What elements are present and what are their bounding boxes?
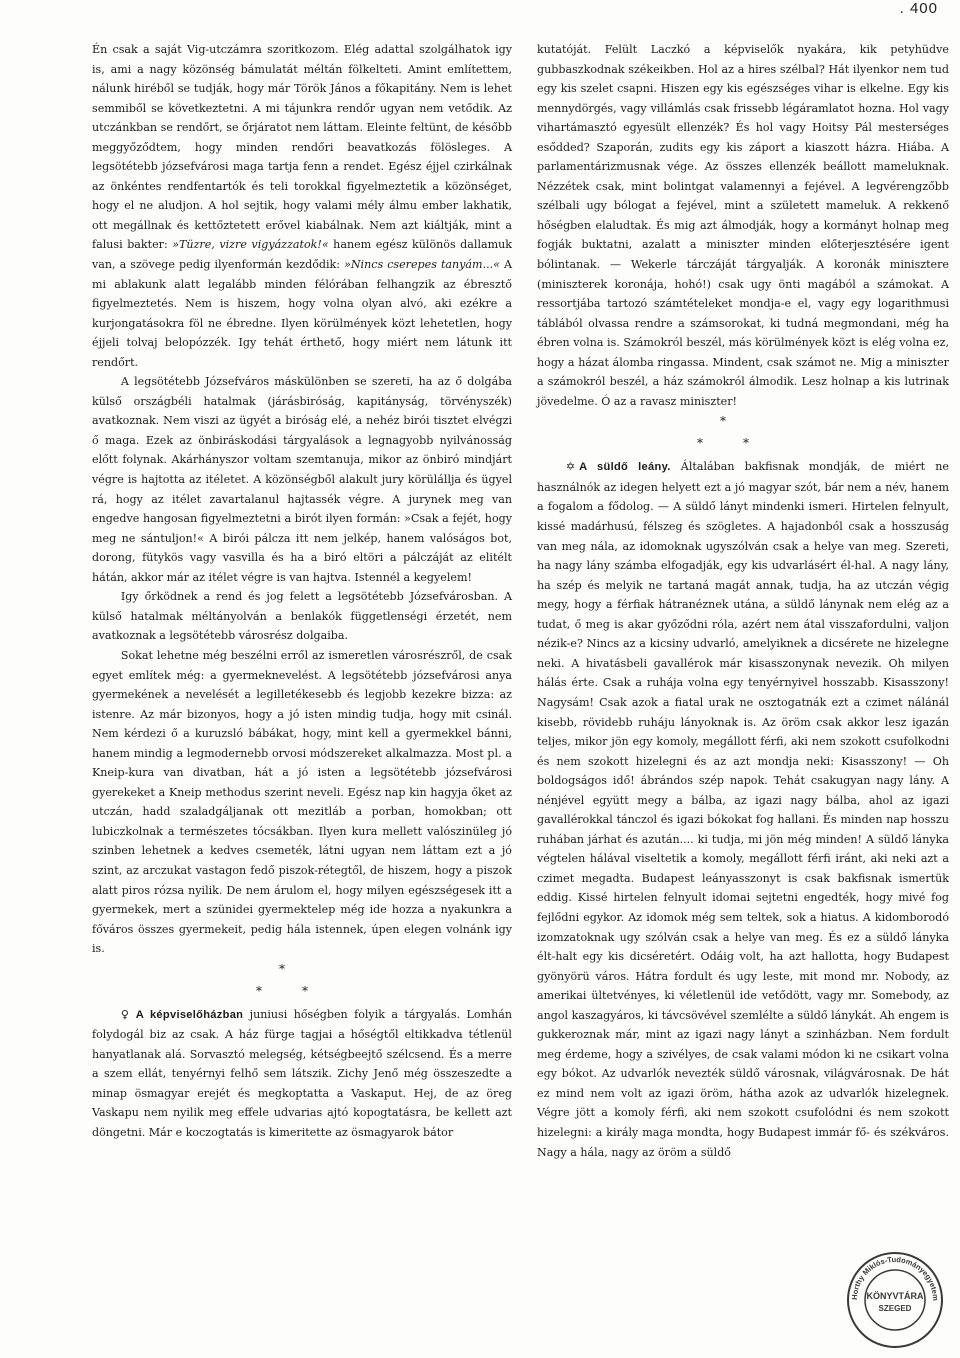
right-column [537, 40, 949, 1162]
paragraph-order: Igy őrködnek a rend és jog felett a legsötétebb Józsefvárosban. A külső hatalmak méltányolván a benlakók függetlenségi érzetét, nem avatkoznak a legsötétebb városrész dolgaiba. [92, 590, 512, 643]
venus-symbol-icon: ♀ [120, 1007, 132, 1021]
star-icon: * [720, 414, 766, 429]
quote-nightwatch: »Tüzre, vizre vigyázzatok!« [172, 238, 329, 252]
star-icon: * [256, 983, 302, 998]
section-heading-young-girl: A süldő leány. [579, 461, 671, 474]
paragraph-young-girl: ✡ A süldő leány. Általában bakfisnak mondják, de miért ne használnók az idegen helyett ezt a jó magyar szót, bár nem a név, hanem a fogalom a fődolog. — A süldő lányt mindenki ismeri. Hirtelen felnyult, kissé madárhusú, félszeg és szögletes. A hajadonból csak a hosszuság van meg nála, az idomoknak ugyszólván csak a helye van meg. Szereti, ha nagy lány számba elfogadják, egy kis udvarlásért él-hal. A nagy lány, ha szép és melyik ne tartaná magát annak, tudja, ha az utczán végig megy, hogy a férfiak hátranéznek utána, a süldő lánynak nem elég az a tudat, ő meg is akar győződni róla, azért nem átal visszafordulni, valjon nézik-e? Nincs az a kicsiny udvarló, amelyiknek a dicsérete ne hizelegne neki. A hivatásbeli gavallérok már kisasszonynak nevezik. Oh milyen hálás érte. Csak a ruhája volna egy tenyérnyivel hosszabb. Kisasszony! Nagysám! Csak azok a fiatal urak ne osztogatnák ezt a czimet nálánál kisebb, rövidebb ruháju lányoknak is. Az öröm csak akkor lesz igazán teljes, mikor jön egy komoly, megállott férfi, aki nem szokott csufolkodni és nem szokott hizelegni és az azt mondja neki: Kisasszony! — Oh boldogságos idő! ábrándos szép napok. Tehát csakugyan nagy lány. A nénjével együtt megy a bálba, az igazi nagy bálba, ahol az igazi gavallérokkal tánczol és igazi bókokat fog hallani. És minden nap hosszu ruhában járhat és azután.... ki tudja, mi jön még minden! A süldő lányka végtelen hálával viseltetik a komoly, megállott férfi iránt, aki neki azt a czimet megadta. Budapest leányasszonyt is csak bakfisnak ismertük eddig. Kissé hirtelen felnyult idomai sejtetni engedték, hogy mivé fog fejlődni egykor. Az idomok még sem teltek, sok a hiatus. A kidomborodó izomzatoknak ugy szólván csak a helye van meg. És ez a süldő lányka élt-halt egy kis dicséretért. Odáig volt, ha azt hallotta, hogy Budapest gyönyörü város. Hátra fordult és ugy leste, mit mond mr. Nobody, az amerikai ültetvényes, ki véletlenül ide vetődött, vagy mr. Somebody, az angol kaszagyáros, ki távcsövével szemlélte a süldő lánykát. Ah engem is gukkeroznak már, mint az igazi nagy lányt a szinházban. Nem fordult meg érdeme, hogy a szivélyes, de csak valami módon ki ne csikart volna egy bókot. Az udvarlók nevezték süldő városnak, világvárosnak. De hát ez mind nem volt az igazi öröm, hátha azok az udvarlók hizelegnek. Végre jött a komoly férfi, aki nem szokott csufolódni és nem szokott hizelegni: a király maga mondta, hogy Budapest immár fő- és székváros. Nagy a hála, nagy az öröm a süldő [537, 460, 949, 1159]
paragraph-parliament: ♀ A képviselőházban juniusi hőségben folyik a tárgyalás. Lomhán folydogál biz az csak. A ház fürge tagjai a hőségtől eltikkadva tétlenül hanyatlanak alá. Sorvasztó melegség, kétségbeejtő szélcsend. És a merre a szem ellát, tenyérnyi felhő sem látszik. Zichy Jenő még összeszedte a minap ösmagyar erejét és megkoptatta a Vaskaput. Hej, de az öreg Vaskapu nem nyilik meg effele udvarias ajtó kopogtatásra, be kellett azt döngetni. Már e koczogtatás is kimeritette az ösmagyarok bátor [92, 1007, 512, 1139]
quote-crowd: »Csak a fejét, hogy meg ne sántuljon!« [92, 512, 512, 545]
star-icon: * [279, 961, 325, 976]
paragraph-street: Én csak a saját Vig-utczámra szoritkozom. Elég adattal szolgálhatok igy is, ami a nagy közönség bámulatát méltán fölkelteti. Amint említettem, nálunk hiréből se tudják, hogy már Török János a főkapitány. Nem is lehet semmiből se következtetni. A mi tájunkra rendőr ugyan nem vetődik. Az utczánkban se rendőrt, se őrjáratot nem láttam. Eleinte feltünt, de később meggyőződtem, hogy minden rendőri beavatkozás fölösleges. A legsötétebb józsefvárosi maga tartja fenn a rendet. Egész éjjel czirkálnak az önkéntes rendfentartók és teli torokkal figyelmeztetik a közönséget, hogy el ne aludjon. A hol sejtik, hogy valami mély álmu ember lakhatik, ott megállnak és kettőztetett erővel kiabálnak. Nem azt kiáltják, mint a falusi bakter: »Tüzre, vizre vigyázzatok!« hanem egész különös dallamuk van, a szövege pedig ilyenformán kezdődik: »Nincs cserepes tanyám...« A mi ablakunk alatt legalább minden félórában felhangzik az ébresztő figyelmeztetés. Nem is hiszem, hogy volna olyan alvó, aki ezékre a kurjongatásokra föl ne ébredne. Ilyen körülmények közt lehetetlen, hogy éjjeli tolvaj belopózzék. Igy tehát érthető, hogy miért nem látunk itt rendőrt. [92, 43, 512, 369]
section-heading-parliament: A képviselőházban [135, 1008, 244, 1021]
paragraph-selfjustice: A legsötétebb Józsefváros máskülönben se szereti, ha az ő dolgába külső országbéli hatalmak (járásbiróság, kapitányság, törvényszék) avatkoznak. Nem viszi az ügyét a biróság elé, a nehéz birói tisztet elvégzi ő maga. Ezek az önbiráskodási tárgyalások a legnagyobb nyilvánosság előtt folynak. Akárhányszor voltam szemtanuja, mikor az önbiró mindjárt végre is hajtotta az itéletet. A közönségből alakult jury körülállja és ügyel rá, hogy az itélet zavartalanul hajtassék végre. A jurynek meg van engedve hangosan figyelmeztetni a birót ilyen formán: »Csak a fejét, hogy meg ne sántuljon!« A birói pálcza itt nem jelkép, hanem valóságos bot, dorong, fütykös vagy vasvilla és ha a biró eltöri a pálczáját az elitélt hátán, akkor már az itélet végre is van hajtva. Istennél a kegyelem! [92, 375, 513, 584]
star-icon: * [302, 983, 348, 998]
section-break-stars [537, 414, 949, 451]
stamp-ring-text: Horthy Miklós-Tudományegyetem [849, 1254, 941, 1302]
section-break-stars [92, 961, 512, 999]
paragraph-children: Sokat lehetne még beszélni erről az ismeretlen városrészről, de csak egyet említek még: a gyermeknevelést. A legsötétebb józsefvárosi anya gyermekének a nevelését a legilletékesebb és legjobb kezekre bizza: az istenre. Az már bizonyos, hogy a jó isten mindig tudja, hogy mit csinál. Nem kérdezi ő a kuruzsló bábákat, hogy, mint kell a gyermekkel bánni, hanem mindig a legmodernebb orvosi módszereket alkalmazza. Most pl. a Kneip-kura van divatban, hát a jó isten a legsötétebb józsefvárosi gyerekeket a Kneip methodus szerint neveli. Egész nap kin hagyja őket az utczán, hadd szaladgáljanak ott mezitláb a porban, homokban; ott lubiczkolnak a természetes tócsákban. Ilyen kura mellett valószinüleg jó szinben lehetnek a kedves csemeték, látni ugyan nem láttam ezt a jó szint, az arczukat vastagon fedő piszok-rétegtől, de hiszem, hogy a piszok alatt piros rózsa nyilik. De nem árulom el, hogy milyen egészségesek itt a gyermekek, mert a szünidei gyermektelep még ide hozza a nyakunkra a főváros összes gyermekeit, pedig hála istennek, úpen elegen volnánk igy is. [92, 648, 512, 956]
star-icon: * [697, 436, 743, 451]
left-column [92, 40, 512, 1143]
page-number: . 400 [899, 0, 938, 17]
quote-song: »Nincs cserepes tanyám...« [344, 258, 500, 272]
stamp-center-text: KÖNYVTÁRA [866, 1291, 924, 1301]
paragraph-parliament-continued: kutatóját. Felült Laczkó a képviselők nyakára, kik petyhüdve gubbaszkodnak székeikben. Hol az a hires szélbal? Hát ilyenkor nem tud egy kis szelet csapni. Hiszen egy kis egészséges vihar is elkelne. Egy kis mennydörgés, vagy villámlás csak frissebb légáramlatot hozna. Hol vagy vihartámasztó egyesült ellenzék? És hol vagy Hoitsy Pál mesterséges esődded? Szaporán, zudits egy kis záport a kiaszott házra. Hiába. A parlamentárizmusnak vége. Az összes ellenzék beállott mameluknak. Nézzétek csak, mint bolintgat valamennyi a fejével. A legvérengzőbb szélbali ugy bólogat a fejével, mint a született mameluk. A rekkenő hőségben elaludtak. És mig azt álmodják, hogy a kormányt holnap meg fogják buktatni, azalatt a miniszter minden előterjesztésére igent bólintanak. — Wekerle tárczáját tárgyalják. A koronák minisztere (miniszterek koronája, hohó!) csak ugy önti magából a számokat. A ressortjába tartozó számtételeket mondja-e el, vagy egy logarithmusi táblából olvassa rendre a számsorokat, ki tudná megmondani, még ha ébren volna is. Számokról beszél, más körülmények közt is elég volna ez, hogy a házat álomba ringassa. Mindent, csak számot ne. Mig a miniszter a számokról beszél, a ház számokról álmodik. Lesz holnap a kis lutrinak jövedelme. Ó az a ravasz miniszter! [537, 43, 949, 408]
hexagram-icon: ✡ [565, 460, 576, 474]
stamp-city-text: SZEGED [878, 1304, 912, 1313]
library-stamp [845, 1250, 945, 1350]
star-icon: * [743, 436, 789, 451]
